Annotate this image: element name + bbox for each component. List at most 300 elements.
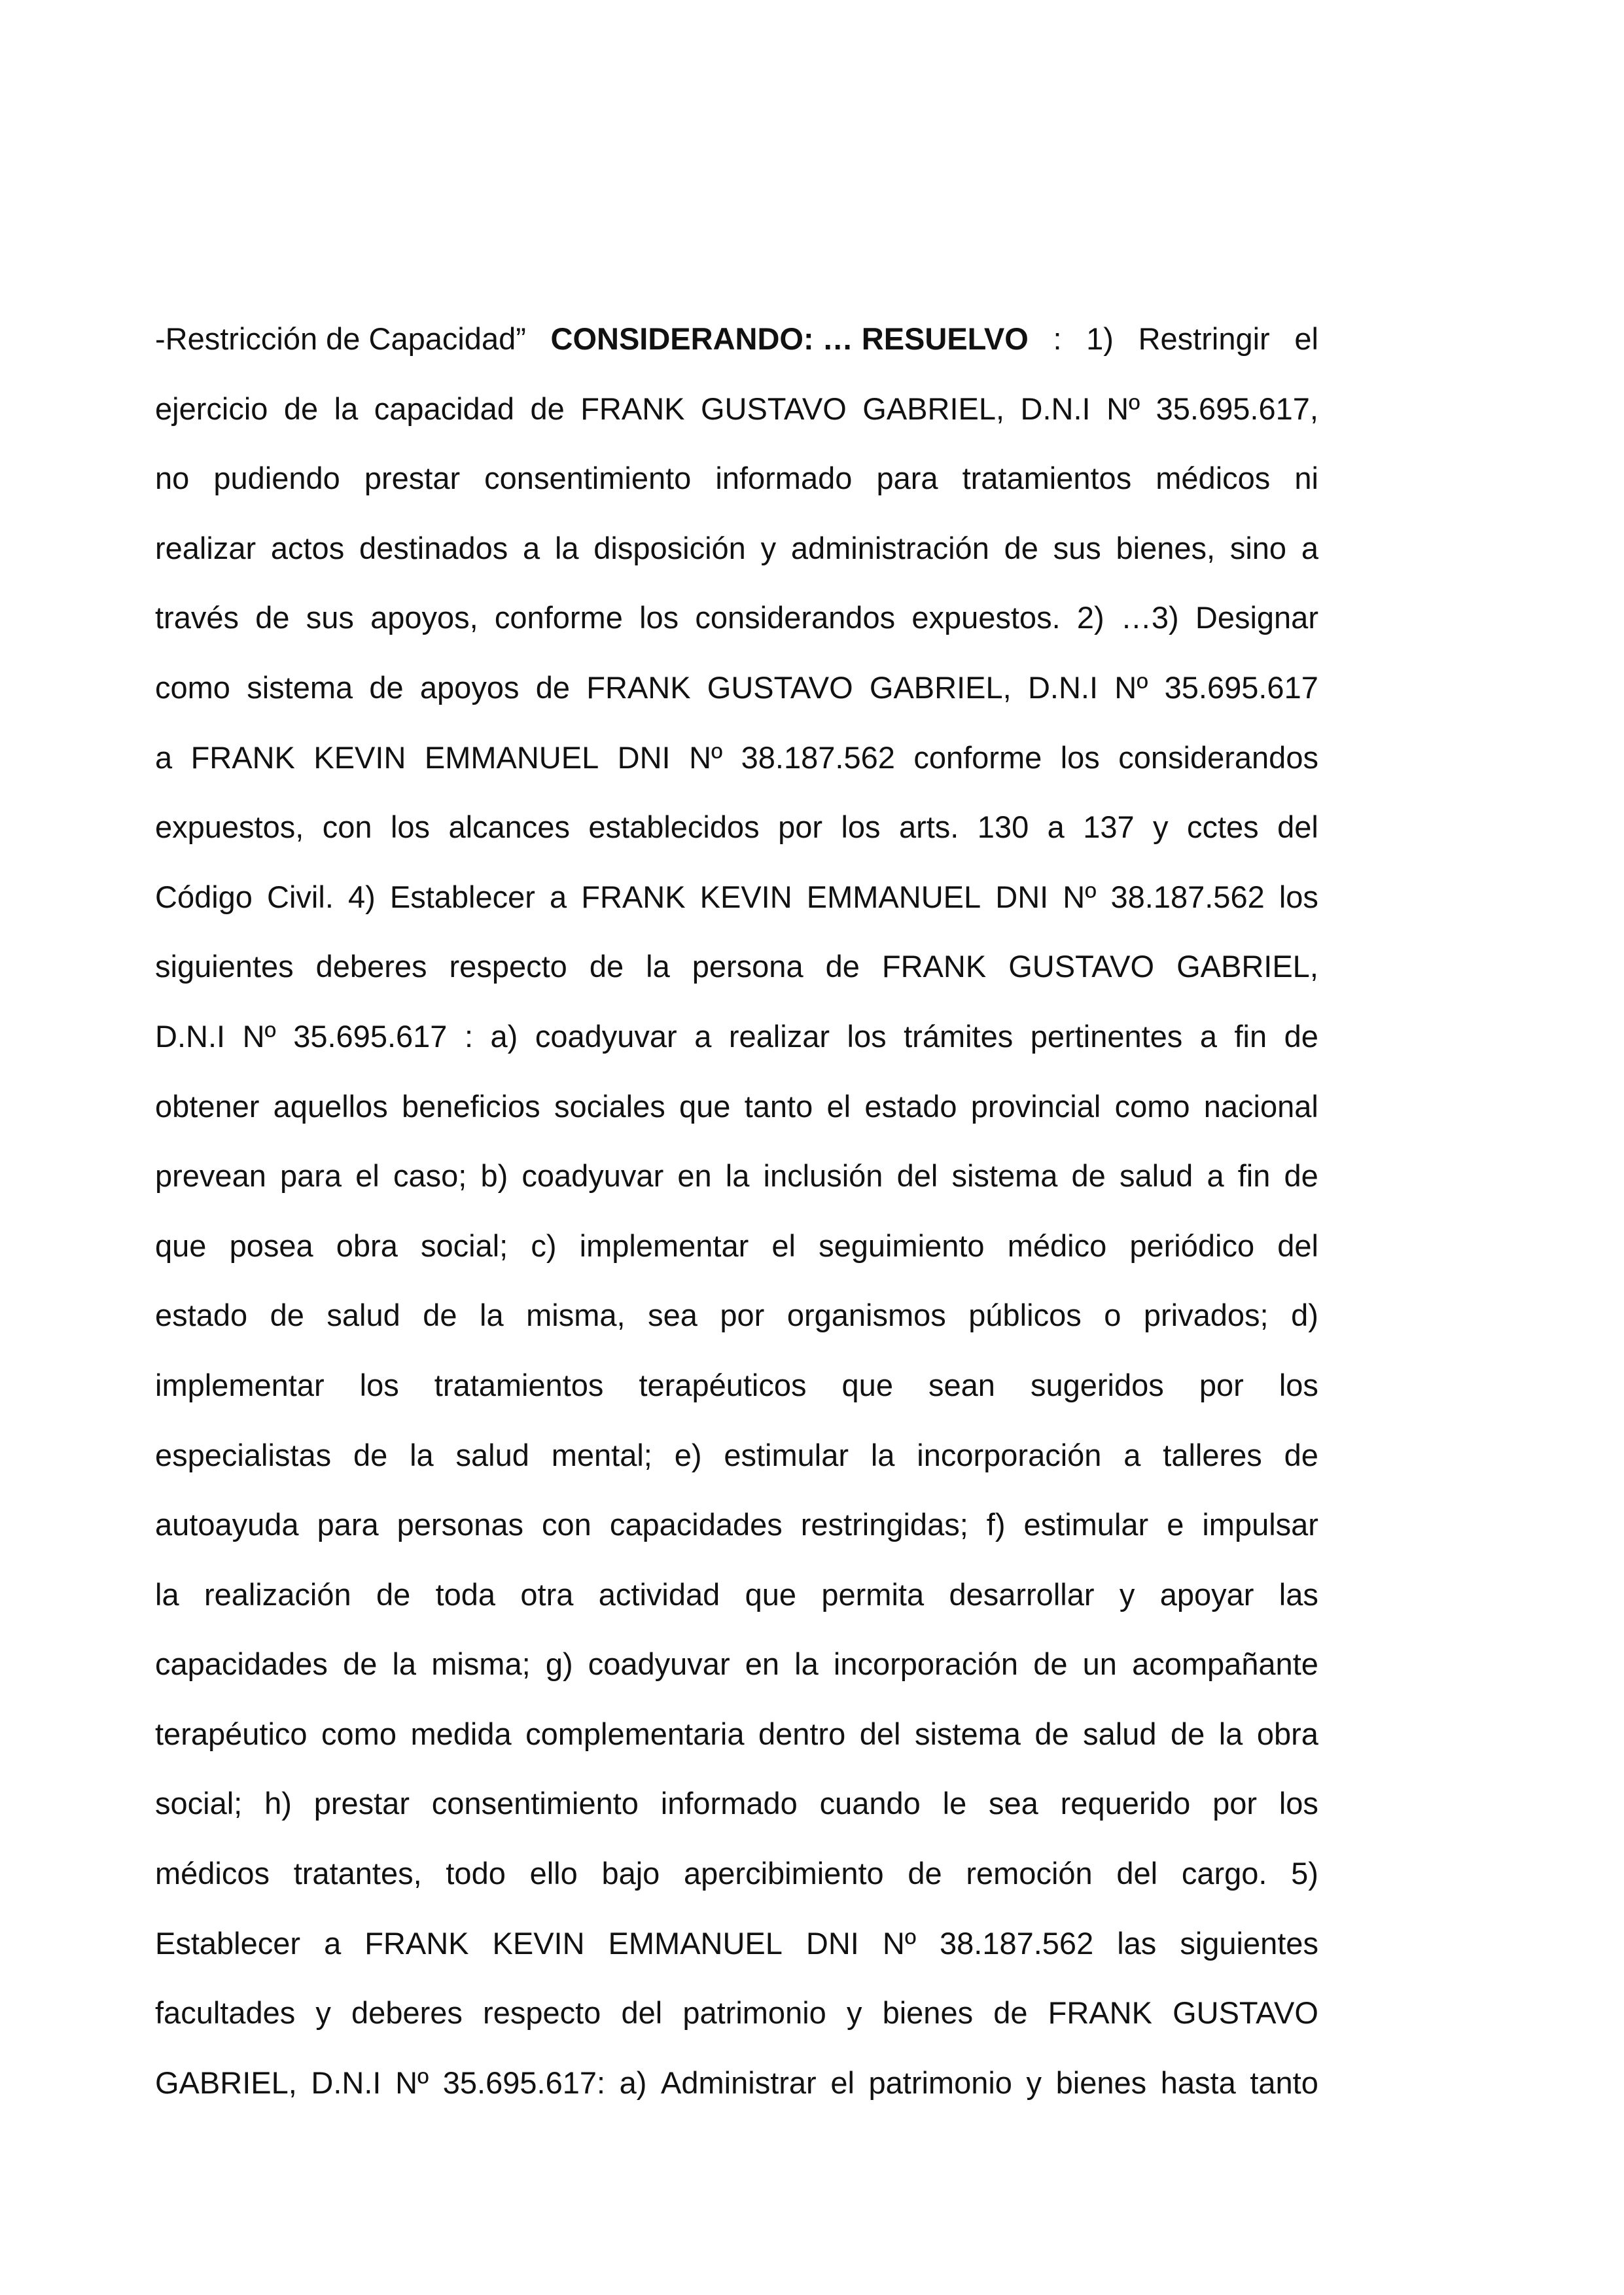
- text-segment: la: [1218, 1716, 1243, 1751]
- text-segment: 38.187.562: [939, 1925, 1094, 1961]
- text-segment: obra: [1256, 1716, 1318, 1751]
- text-segment: Establecer: [155, 1925, 301, 1961]
- text-segment: de: [1170, 1716, 1205, 1751]
- body-text: [155, 321, 1318, 2134]
- text-segment: los: [1279, 1786, 1318, 1821]
- text-segment: capacidad: [374, 391, 514, 426]
- text-segment: 1): [1086, 321, 1114, 356]
- text-segment: coadyuvar: [588, 1646, 730, 1682]
- text-segment: con: [322, 809, 372, 845]
- text-segment: de: [283, 391, 319, 426]
- text-segment: DNI: [617, 739, 671, 775]
- text-segment: salud: [455, 1437, 529, 1472]
- text-segment: D.N.I: [1020, 391, 1091, 426]
- text-segment: d): [1291, 1298, 1318, 1333]
- text-segment: Administrar: [661, 2065, 817, 2100]
- text-segment: la: [554, 530, 579, 565]
- text-segment: de: [369, 669, 404, 705]
- text-segment: realización: [203, 1576, 351, 1612]
- text-line: [155, 2065, 1318, 2135]
- text-segment: que: [679, 1088, 731, 1124]
- text-segment: de: [589, 949, 624, 984]
- text-segment: 35.695.617: [293, 1018, 448, 1054]
- text-segment: permita: [821, 1576, 925, 1612]
- text-segment: de: [1284, 1158, 1318, 1194]
- text-segment: deberes: [351, 1995, 463, 2031]
- text-segment: nacional: [1203, 1088, 1318, 1124]
- text-segment: incorporación: [917, 1437, 1102, 1472]
- text-line: [155, 599, 1318, 669]
- text-segment: otra: [520, 1576, 574, 1612]
- text-segment: hasta: [1160, 2065, 1236, 2100]
- text-segment: social;: [155, 1786, 243, 1821]
- text-segment: aquellos: [273, 1088, 388, 1124]
- text-segment: GABRIEL,: [155, 2065, 297, 2100]
- text-line: [155, 1995, 1318, 2065]
- text-segment: g): [545, 1646, 573, 1682]
- text-segment: por: [1212, 1786, 1258, 1821]
- text-segment: que: [155, 1228, 207, 1263]
- text-segment: estado: [155, 1298, 248, 1333]
- text-segment: D.N.I: [311, 2065, 381, 2100]
- text-segment: para: [280, 1158, 342, 1194]
- text-segment: el: [826, 1088, 851, 1124]
- text-segment: obra: [336, 1228, 398, 1263]
- text-segment: conforme: [494, 600, 623, 635]
- text-segment: posea: [229, 1228, 313, 1263]
- text-segment: FRANK: [581, 879, 686, 914]
- text-segment: Nº: [395, 2065, 429, 2100]
- text-segment: 38.187.562: [741, 739, 895, 775]
- text-line: [155, 1367, 1318, 1437]
- text-segment: 130: [977, 809, 1029, 845]
- text-segment: administración: [790, 530, 989, 565]
- text-segment: pertinentes: [1030, 1018, 1183, 1054]
- text-segment: salud: [1083, 1716, 1157, 1751]
- text-segment: todo: [446, 1856, 506, 1891]
- text-segment: de: [423, 1298, 457, 1333]
- text-segment: apoyar: [1159, 1576, 1254, 1612]
- text-segment: a: [1199, 1018, 1217, 1054]
- text-segment: toda: [435, 1576, 496, 1612]
- text-line: [155, 1018, 1318, 1088]
- text-segment: patrimonio: [868, 2065, 1012, 2100]
- text-segment: ni: [1294, 461, 1318, 496]
- text-segment: beneficios: [402, 1088, 540, 1124]
- text-segment: dentro: [758, 1716, 846, 1751]
- text-segment: sean: [928, 1367, 995, 1402]
- text-segment: implementar: [579, 1228, 749, 1263]
- text-segment: EMMANUEL: [608, 1925, 783, 1961]
- text-segment: 137: [1083, 809, 1135, 845]
- text-segment: tanto: [1250, 2065, 1318, 2100]
- text-segment: de: [1071, 1158, 1106, 1194]
- text-segment: considerandos: [1118, 739, 1318, 775]
- text-segment: un: [1082, 1646, 1117, 1682]
- text-segment: bienes: [882, 1995, 974, 2031]
- text-segment: la: [480, 1298, 504, 1333]
- text-line: [155, 948, 1318, 1018]
- text-segment: a: [324, 1925, 342, 1961]
- text-segment: sistema: [247, 669, 353, 705]
- text-segment: alcances: [448, 809, 570, 845]
- text-segment: que: [745, 1576, 797, 1612]
- text-segment: actividad: [598, 1576, 720, 1612]
- text-segment: 35.695.617,: [1156, 391, 1318, 426]
- text-segment: los: [1279, 879, 1318, 914]
- text-line: [155, 1785, 1318, 1855]
- text-segment: privados;: [1143, 1298, 1269, 1333]
- text-segment: médicos: [1156, 461, 1271, 496]
- text-segment: GABRIEL,: [869, 669, 1012, 705]
- text-segment: Nº: [242, 1018, 276, 1054]
- text-segment: de: [1284, 1018, 1318, 1054]
- text-segment: a): [490, 1018, 518, 1054]
- text-segment: impulsar: [1202, 1507, 1318, 1542]
- text-segment: desarrollar: [949, 1576, 1095, 1612]
- text-segment: públicos: [968, 1298, 1082, 1333]
- text-segment: las: [1117, 1925, 1157, 1961]
- text-segment: a): [619, 2065, 647, 2100]
- text-line: [155, 1716, 1318, 1786]
- text-segment: y: [846, 1995, 862, 2031]
- text-segment: terapéuticos: [639, 1367, 807, 1402]
- text-segment: expuestos,: [155, 809, 304, 845]
- text-segment: realizar: [728, 1018, 830, 1054]
- text-segment: capacidades: [609, 1507, 783, 1542]
- text-line: [155, 1297, 1318, 1367]
- text-segment: periódico: [1129, 1228, 1255, 1263]
- text-line: [155, 530, 1318, 600]
- text-segment: médicos: [155, 1856, 270, 1891]
- text-segment: el: [355, 1158, 380, 1194]
- text-segment: complementaria: [525, 1716, 745, 1751]
- text-segment: 35.695.617:: [442, 2065, 606, 2100]
- text-segment: la: [410, 1437, 434, 1472]
- text-segment: apercibimiento: [684, 1856, 884, 1891]
- text-segment: los: [1279, 1367, 1318, 1402]
- text-segment: misma;: [431, 1646, 531, 1682]
- text-segment: la: [646, 949, 670, 984]
- text-segment: FRANK: [586, 669, 691, 705]
- text-segment: GABRIEL,: [1176, 949, 1318, 984]
- text-segment: de: [908, 1856, 942, 1891]
- text-segment: y: [315, 1995, 331, 2031]
- text-segment: f): [986, 1507, 1006, 1542]
- text-segment: sistema: [914, 1716, 1021, 1751]
- text-segment: GUSTAVO: [1173, 1995, 1318, 2031]
- text-segment: bienes,: [1116, 530, 1216, 565]
- text-segment: Establecer: [389, 879, 535, 914]
- text-segment: realizar: [155, 530, 256, 565]
- text-segment: del: [1116, 1856, 1158, 1891]
- text-segment: especialistas: [155, 1437, 332, 1472]
- text-segment: a: [1047, 809, 1065, 845]
- text-segment: de: [530, 391, 565, 426]
- text-segment: incorporación: [833, 1646, 1019, 1682]
- text-segment: FRANK: [1048, 1995, 1152, 2031]
- text-segment: Nº: [1106, 391, 1140, 426]
- text-segment: informado: [660, 1786, 798, 1821]
- text-segment: con: [542, 1507, 591, 1542]
- text-segment: prevean: [155, 1158, 266, 1194]
- text-segment: Nº: [689, 739, 723, 775]
- text-segment: c): [531, 1228, 557, 1263]
- text-segment: de: [1033, 1646, 1068, 1682]
- text-segment: patrimonio: [682, 1995, 826, 2031]
- text-segment: los: [639, 600, 679, 635]
- text-segment: la: [392, 1646, 417, 1682]
- text-segment: facultades: [155, 1995, 296, 2031]
- text-segment: conforme: [913, 739, 1042, 775]
- text-segment: apoyos,: [370, 600, 478, 635]
- text-segment: bienes: [1055, 2065, 1147, 2100]
- text-segment: siguientes: [155, 949, 294, 984]
- text-segment: estimular: [1023, 1507, 1149, 1542]
- text-segment: social;: [420, 1228, 508, 1263]
- text-segment: del: [1277, 1228, 1318, 1263]
- text-segment: GUSTAVO: [700, 391, 847, 426]
- text-segment: a: [1207, 1158, 1224, 1194]
- text-segment: Nº: [1063, 879, 1097, 914]
- text-segment: e): [674, 1437, 702, 1472]
- text-segment: de: [1034, 1716, 1069, 1751]
- text-segment: provincial: [970, 1088, 1101, 1124]
- text-segment: fin: [1237, 1158, 1271, 1194]
- text-segment: través: [155, 600, 239, 635]
- text-segment: del: [621, 1995, 663, 2031]
- text-line: [155, 1506, 1318, 1576]
- text-segment: por: [778, 809, 823, 845]
- text-segment: personas: [397, 1507, 524, 1542]
- text-segment: prestar: [313, 1786, 410, 1821]
- text-line: [155, 1088, 1318, 1158]
- text-segment: FRANK: [580, 391, 685, 426]
- text-segment: GUSTAVO: [707, 669, 853, 705]
- text-segment: para: [317, 1507, 379, 1542]
- text-segment: EMMANUEL: [806, 879, 981, 914]
- text-segment: expuestos.: [911, 600, 1061, 635]
- text-segment: inclusión: [763, 1158, 883, 1194]
- text-segment: sociales: [554, 1088, 665, 1124]
- text-segment: tratantes,: [293, 1856, 422, 1891]
- text-segment: D.N.I: [155, 1018, 226, 1054]
- text-segment: coadyuvar: [535, 1018, 677, 1054]
- text-segment: -Restricción de Capacidad”: [155, 321, 526, 356]
- text-segment: de: [825, 949, 860, 984]
- text-line: [155, 1576, 1318, 1646]
- text-segment: los: [390, 809, 431, 845]
- text-line: [155, 1646, 1318, 1716]
- text-segment: ello: [529, 1856, 578, 1891]
- text-segment: 35.695.617: [1164, 669, 1318, 705]
- text-segment: a: [523, 530, 540, 565]
- text-segment: a: [155, 739, 173, 775]
- text-segment: de: [376, 1576, 411, 1612]
- text-segment: tratamientos: [962, 461, 1132, 496]
- text-segment: sea: [989, 1786, 1038, 1821]
- text-segment: 38.187.562: [1110, 879, 1265, 914]
- text-segment: el: [1294, 321, 1318, 356]
- text-segment: cctes: [1186, 809, 1259, 845]
- text-segment: sino: [1229, 530, 1287, 565]
- text-segment: fin: [1234, 1018, 1267, 1054]
- text-segment: de: [353, 1437, 388, 1472]
- text-segment: Nº: [1114, 669, 1148, 705]
- text-segment: establecidos: [588, 809, 760, 845]
- text-segment: en: [677, 1158, 712, 1194]
- text-segment: no: [155, 461, 190, 496]
- text-segment: que: [841, 1367, 893, 1402]
- text-segment: sistema: [951, 1158, 1058, 1194]
- text-segment: a: [1123, 1437, 1141, 1472]
- text-segment: b): [480, 1158, 508, 1194]
- text-segment: estado: [864, 1088, 957, 1124]
- text-segment: Código: [155, 879, 253, 914]
- text-segment: los: [847, 1018, 887, 1054]
- text-segment: por: [1199, 1367, 1244, 1402]
- text-segment: informado: [715, 461, 853, 496]
- text-segment: tratamientos: [434, 1367, 604, 1402]
- text-segment: terapéutico: [155, 1716, 308, 1751]
- text-segment: de: [270, 1298, 304, 1333]
- text-segment: y: [1119, 1576, 1135, 1612]
- text-segment: persona: [692, 949, 803, 984]
- text-segment: la: [334, 391, 359, 426]
- text-segment: de: [255, 600, 290, 635]
- text-segment: Restringir: [1138, 321, 1270, 356]
- text-segment: GUSTAVO: [1008, 949, 1155, 984]
- text-segment: de: [343, 1646, 378, 1682]
- text-segment: la: [870, 1437, 895, 1472]
- text-segment: prestar: [364, 461, 461, 496]
- text-segment: pudiendo: [213, 461, 340, 496]
- text-segment: Civil.: [267, 879, 334, 914]
- text-segment: GABRIEL,: [862, 391, 1005, 426]
- text-segment: h): [264, 1786, 292, 1821]
- text-segment: a: [550, 879, 567, 914]
- text-line: [155, 809, 1318, 879]
- text-segment: sus: [306, 600, 354, 635]
- text-segment: salud: [1119, 1158, 1193, 1194]
- text-segment: bajo: [601, 1856, 660, 1891]
- text-segment: como: [321, 1716, 397, 1751]
- text-segment: DNI: [995, 879, 1049, 914]
- text-segment: la: [794, 1646, 819, 1682]
- text-segment: estimular: [724, 1437, 849, 1472]
- text-segment: DNI: [805, 1925, 859, 1961]
- text-segment: :: [464, 1018, 474, 1054]
- text-segment: acompañante: [1132, 1646, 1318, 1682]
- text-segment: EMMANUEL: [424, 739, 599, 775]
- text-segment: …3): [1120, 600, 1179, 635]
- text-segment: KEVIN: [699, 879, 792, 914]
- text-segment: y: [760, 530, 777, 565]
- text-segment: salud: [327, 1298, 400, 1333]
- text-segment: sea: [648, 1298, 697, 1333]
- text-segment: el: [771, 1228, 796, 1263]
- text-segment: los: [1060, 739, 1100, 775]
- text-segment: deberes: [315, 949, 427, 984]
- text-segment: la: [155, 1576, 179, 1612]
- text-segment: consentimiento: [431, 1786, 639, 1821]
- text-segment: D.N.I: [1027, 669, 1099, 705]
- text-segment: considerandos: [695, 600, 896, 635]
- text-segment: talleres: [1163, 1437, 1262, 1472]
- text-line: [155, 739, 1318, 809]
- text-segment: trámites: [904, 1018, 1014, 1054]
- text-segment: actos: [270, 530, 345, 565]
- text-segment: el: [830, 2065, 855, 2100]
- text-segment: FRANK: [190, 739, 295, 775]
- text-line: [155, 1158, 1318, 1228]
- text-segment: caso;: [393, 1158, 467, 1194]
- text-segment: apoyos: [419, 669, 520, 705]
- text-segment: Nº: [882, 1925, 916, 1961]
- text-line: [155, 669, 1318, 739]
- text-segment: sus: [1053, 530, 1101, 565]
- text-segment: 4): [347, 879, 376, 914]
- text-segment: KEVIN: [313, 739, 406, 775]
- text-segment: los: [359, 1367, 399, 1402]
- text-segment: 5): [1291, 1856, 1318, 1891]
- text-line: [155, 1855, 1318, 1925]
- text-segment: y: [1153, 809, 1169, 845]
- text-segment: del: [1277, 809, 1318, 845]
- text-segment: capacidades: [155, 1646, 328, 1682]
- text-segment: de: [1284, 1437, 1318, 1472]
- text-segment: obtener: [155, 1088, 260, 1124]
- text-segment: KEVIN: [492, 1925, 585, 1961]
- text-segment: FRANK: [364, 1925, 469, 1961]
- text-segment: las: [1279, 1576, 1318, 1612]
- text-segment: CONSIDERANDO: … RESUELVO: [550, 321, 1029, 356]
- text-segment: autoayuda: [155, 1507, 299, 1542]
- text-segment: requerido: [1060, 1786, 1191, 1821]
- text-line: [155, 879, 1318, 949]
- text-segment: cargo.: [1181, 1856, 1267, 1891]
- text-segment: cuando: [819, 1786, 921, 1821]
- text-segment: respecto: [483, 1995, 601, 2031]
- text-segment: restringidas;: [800, 1507, 968, 1542]
- text-segment: implementar: [155, 1367, 325, 1402]
- text-segment: le: [942, 1786, 967, 1821]
- text-line: [155, 1925, 1318, 1995]
- text-segment: Designar: [1195, 600, 1318, 635]
- text-segment: consentimiento: [484, 461, 692, 496]
- text-segment: a: [1301, 530, 1318, 565]
- text-segment: :: [1053, 321, 1062, 356]
- text-segment: siguientes: [1180, 1925, 1318, 1961]
- text-segment: destinados: [359, 530, 508, 565]
- text-segment: por: [720, 1298, 765, 1333]
- text-segment: FRANK: [881, 949, 987, 984]
- text-line: [155, 391, 1318, 461]
- text-segment: sugeridos: [1030, 1367, 1164, 1402]
- text-segment: respecto: [449, 949, 567, 984]
- text-segment: como: [1114, 1088, 1190, 1124]
- text-segment: coadyuvar: [521, 1158, 664, 1194]
- text-line: [155, 1437, 1318, 1507]
- text-segment: como: [155, 669, 230, 705]
- text-segment: la: [725, 1158, 750, 1194]
- text-segment: tanto: [744, 1088, 813, 1124]
- text-segment: organismos: [786, 1298, 946, 1333]
- text-segment: de: [535, 669, 570, 705]
- text-line: [155, 321, 1318, 391]
- text-segment: o: [1104, 1298, 1121, 1333]
- text-segment: disposición: [593, 530, 746, 565]
